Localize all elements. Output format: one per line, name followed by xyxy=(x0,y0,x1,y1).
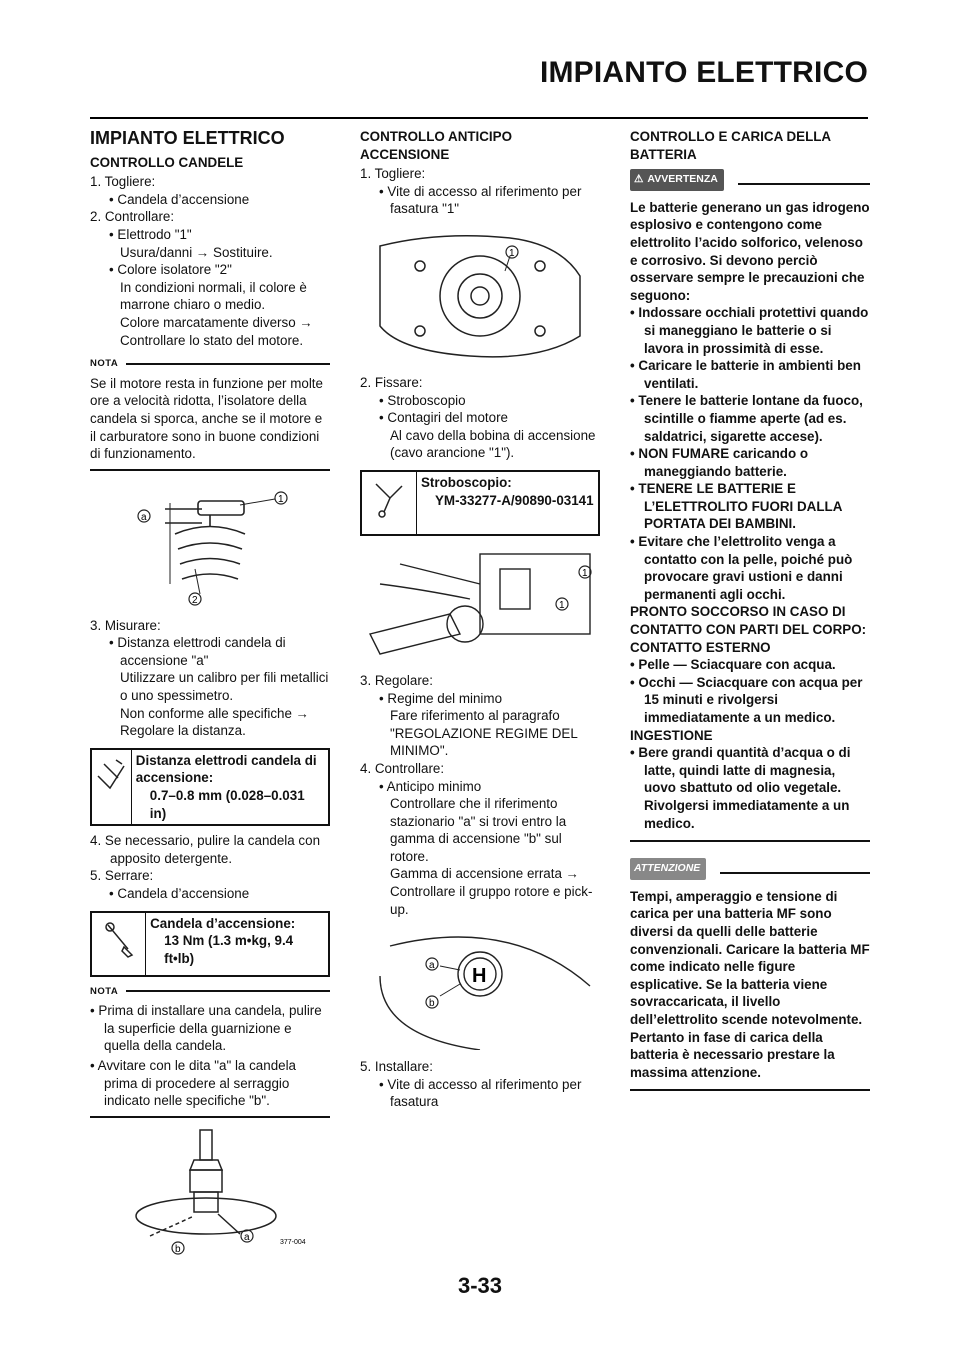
page-number: 3-33 xyxy=(457,1273,503,1298)
svg-text:1: 1 xyxy=(559,599,565,611)
column-2 xyxy=(360,128,600,1111)
warning-bullet-5: • TENERE LE BATTERIE E L’ELETTROLITO FUORI DALLA PORTATA DEI BAMBINI. xyxy=(630,481,842,532)
step-4: 4. Se necessario, pulire la candela con apposito detergente. xyxy=(90,833,321,866)
warning-bullet-3: • Tenere le batterie lontane da fuoco, scintille o fiamme aperte (ad es. saldatrici, sigarette accese). xyxy=(630,393,863,444)
note-2-bullet-2: • Avvitare con le dita "a" la candela prima di procedere al serraggio indicato nelle specifiche "b". xyxy=(90,1057,297,1109)
first-aid-heading: PRONTO SOCCORSO IN CASO DI CONTATTO CON PARTI DEL CORPO: xyxy=(630,604,867,638)
svg-text:a: a xyxy=(429,960,435,972)
column-3 xyxy=(630,128,870,1091)
spec-box-strobe xyxy=(360,470,600,536)
c2-step-3: 3. Regolare: xyxy=(360,672,433,688)
torque-wrench-icon xyxy=(92,913,146,975)
note-text: Se il motore resta in funzione per molte ore a velocità ridotta, l’isolatore della candela si sporca, anche se il motore e il carburatore sono in buone condizioni di funzionamento. xyxy=(90,375,323,462)
step-3-text-2: Non conforme alle specifiche → Regolare la distanza. xyxy=(120,705,310,739)
c2-step-1: 1. Togliere: xyxy=(360,166,426,182)
c2-step-2: 2. Fissare: xyxy=(360,374,423,390)
warning-bullet-8: • Occhi — Sciacquare con acqua per 15 minuti e rivolgersi immediatamente a un medico. xyxy=(630,674,863,725)
section-title: IMPIANTO ELETTRICO xyxy=(90,128,285,148)
feeler-gauge-icon xyxy=(92,750,132,824)
step-3-text-1: Utilizzare un calibro per fili metallici o uno spessimetro. xyxy=(120,670,329,704)
svg-text:H: H xyxy=(472,965,487,988)
c2-step-2-bullet-2: • Contagiri del motore xyxy=(379,410,508,426)
strobe-connection-figure xyxy=(360,544,600,664)
c2-step-2-text: Al cavo della bobina di accensione (cavo arancione "1"). xyxy=(390,427,596,461)
spark-plug-gap-figure xyxy=(90,479,330,609)
c2-step-5-bullet: • Vite di accesso al riferimento per fasatura xyxy=(379,1076,582,1110)
c2-step-3-bullet: • Regime del minimo xyxy=(379,690,503,706)
external-contact-heading: CONTATTO ESTERNO xyxy=(630,639,771,655)
warning-bullet-9: • Bere grandi quantità d’acqua o di latte, quindi latte di magnesia, uovo sbattuto od olio vegetale. Rivolgersi immediatamente a un medico. xyxy=(630,745,851,831)
warning-triangle-icon: ⚠ xyxy=(634,173,644,186)
svg-text:2: 2 xyxy=(192,594,198,606)
warning-badge xyxy=(630,169,724,191)
warning-header xyxy=(630,169,870,191)
step-2-bullet-1-text: Usura/danni → Sostituire. xyxy=(120,244,273,260)
note-box-2 xyxy=(90,983,330,1118)
c2-step-4-text-2: Gamma di accensione errata → Controllare il gruppo rotore e pick-up. xyxy=(390,866,593,917)
step-3-bullet: • Distanza elettrodi candela di accensione "a" xyxy=(109,635,286,668)
c2-step-1-bullet: • Vite di accesso al riferimento per fasatura "1" xyxy=(379,183,582,217)
svg-text:b: b xyxy=(175,1243,181,1255)
timing-screw-figure xyxy=(360,226,600,366)
note-box-1 xyxy=(90,355,330,471)
svg-text:a: a xyxy=(141,511,147,523)
header-title: IMPIANTO ELETTRICO xyxy=(539,56,868,89)
warning-bullet-4: • NON FUMARE caricando o maneggiando batterie. xyxy=(630,446,809,479)
warning-bullet-1: • Indossare occhiali protettivi quando si maneggiano le batterie o si lavora in prossimità di esse. xyxy=(630,305,869,356)
c2-step-2-bullet-1: • Stroboscopio xyxy=(379,392,466,408)
caution-badge xyxy=(630,858,706,880)
c2-step-3-text: Fare riferimento al paragrafo "REGOLAZIONE REGIME DEL MINIMO". xyxy=(390,708,578,759)
rotor-marks-figure xyxy=(360,926,600,1050)
warning-intro: Le batterie generano un gas idrogeno esplosivo e contengono come elettrolito l’acido solforico, velenoso e corrosivo. Si devono perciò osservare sempre le precauzioni che seguono: xyxy=(630,199,870,303)
warning-end-rule xyxy=(630,840,870,842)
warning-bullet-6: • Evitare che l’elettrolito venga a contatto con la pelle, poiché può provocare gravi ustioni e danni permanenti agli occhi. xyxy=(630,534,853,602)
step-1: 1. Togliere: xyxy=(90,174,156,190)
step-2-bullet-2-text-1: In condizioni normali, il colore è marrone chiaro o medio. xyxy=(120,279,307,313)
step-5: 5. Serrare: xyxy=(90,868,154,884)
spec-gap-value: 0.7–0.8 mm (0.028–0.031 in) xyxy=(149,788,305,821)
step-1-bullet: • Candela d’accensione xyxy=(109,191,250,207)
subsection-title-ignition: CONTROLLO ANTICIPO ACCENSIONE xyxy=(360,129,512,162)
caution-label: ATTENZIONE xyxy=(634,862,701,875)
c2-step-4-bullet: • Anticipo minimo xyxy=(379,778,482,794)
spec-box-gap xyxy=(90,748,330,826)
caution-end-rule xyxy=(630,1089,870,1091)
spec-gap-title: Distanza elettrodi candela di accensione: xyxy=(135,752,317,786)
svg-text:1: 1 xyxy=(582,567,588,579)
svg-text:1: 1 xyxy=(509,247,515,259)
figure-code: 377-004 xyxy=(280,1238,306,1246)
c2-step-5: 5. Installare: xyxy=(360,1059,433,1075)
warning-bullet-7: • Pelle — Sciacquare con acqua. xyxy=(630,657,836,673)
step-2-bullet-1: • Elettrodo "1" xyxy=(109,226,192,242)
c2-step-4: 4. Controllare: xyxy=(360,760,445,776)
spec-box-torque xyxy=(90,911,330,977)
subsection-title-battery: CONTROLLO E CARICA DELLA BATTERIA xyxy=(630,129,831,162)
caution-header xyxy=(630,858,870,880)
note-2-bullet-1: • Prima di installare una candela, pulire la superficie della guarnizione e quella della candela. xyxy=(90,1003,322,1054)
step-3: 3. Misurare: xyxy=(90,617,161,633)
spec-torque-value: 13 Nm (1.3 m•kg, 9.4 ft•lb) xyxy=(164,933,294,966)
spec-strobe-title: Stroboscopio: xyxy=(421,474,512,490)
step-2-bullet-2-text-2: Colore marcatamente diverso → Controllare lo stato del motore. xyxy=(120,314,313,348)
svg-text:1: 1 xyxy=(278,493,284,505)
step-5-bullet: • Candela d’accensione xyxy=(109,886,250,901)
step-2: 2. Controllare: xyxy=(90,209,175,225)
svg-text:a: a xyxy=(244,1231,250,1243)
spec-strobe-value: YM-33277-A/90890-03141 xyxy=(435,492,594,508)
caution-text: Tempi, amperaggio e tensione di carica per una batteria MF sono diversi da quelli delle batterie convenzionali. Caricare la batteria MF come indicato nelle figure esplicative. Se la batteria viene sovraccaricata, il livello dell’elettrolito scende notevolmente. Pertanto in fase di carica della batteria è necessario prestare la massima attenzione. xyxy=(630,888,870,1080)
note-label-2: NOTA xyxy=(90,983,330,1001)
spec-torque-title: Candela d’accensione: xyxy=(150,915,296,931)
header-rule xyxy=(90,117,868,119)
c2-step-4-text-1: Controllare che il riferimento stazionario "a" si trovi entro la gamma di accensione "b" sul rotore. xyxy=(390,796,567,864)
timing-light-icon xyxy=(362,472,417,534)
warning-bullet-2: • Caricare le batterie in ambienti ben ventilati. xyxy=(630,358,861,391)
ingestion-heading: INGESTIONE xyxy=(630,727,713,743)
svg-text:b: b xyxy=(429,998,435,1010)
spark-plug-install-figure xyxy=(90,1126,330,1256)
column-1 xyxy=(90,128,330,1264)
warning-label: AVVERTENZA xyxy=(647,173,718,186)
subsection-title-spark-plug: CONTROLLO CANDELE xyxy=(90,154,244,170)
note-label: NOTA xyxy=(90,355,330,373)
step-2-bullet-2: • Colore isolatore "2" xyxy=(109,262,232,278)
